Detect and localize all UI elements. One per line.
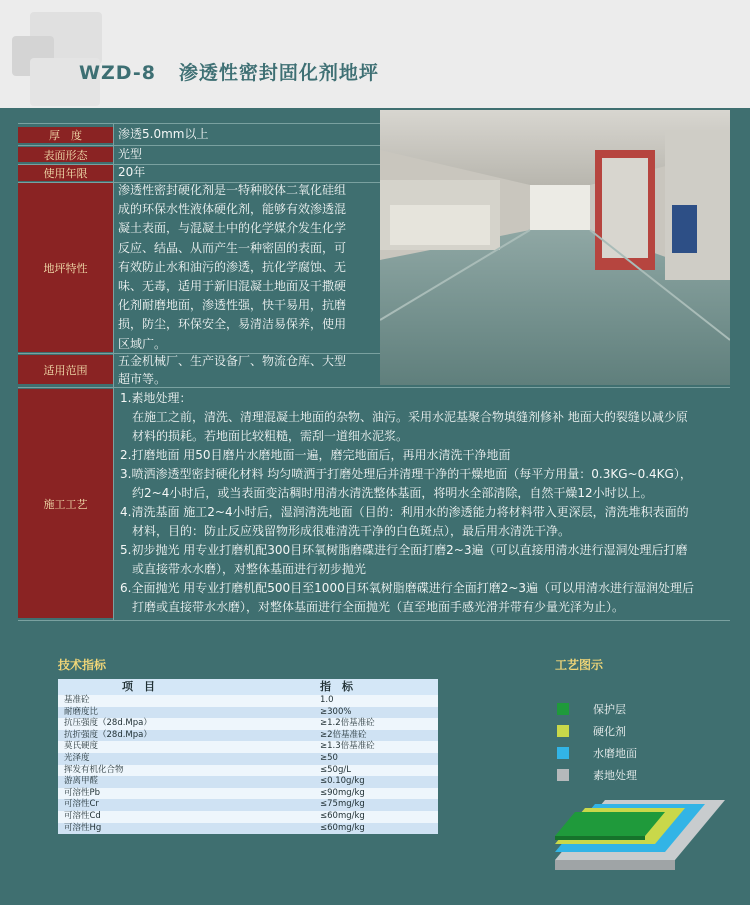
process-line: 打磨或直接带水水磨），对整体基面进行全面抛光（直至地面手感光滑并带有少量光泽为止）。 [120,600,625,614]
table-row [58,730,438,742]
value-scope [118,352,378,388]
process-line: 1.素地处理： [120,391,192,405]
row-item: 可溶性Hg [64,822,102,833]
process-line: 在施工之前，清洗、清理混凝土地面的杂物、油污。采用水泥基聚合物填缝剂修补 地面大的裂缝以减少原 [120,410,688,424]
table-row [58,765,438,777]
process-line: 材料，目的：防止反应残留物形成很难清洗干净的白色斑点），最后用水清洗干净。 [120,524,571,538]
features-line: 凝土表面，与混凝土中的化学媒介发生化学 [118,221,347,236]
features-line: 有效防止水和油污的渗透，抗化学腐蚀、无 [118,259,347,274]
row-item: 抗压强度（28d.Mpa） [64,718,152,729]
value-features [118,181,378,354]
table-row [58,695,438,707]
header-value: 指 标 [320,680,353,693]
features-line: 区域广。 [118,336,167,351]
row-value: ≥1.3倍基准砼 [320,741,375,752]
process-line: 6.全面抛光 用专业打磨机配500目至1000目环氧树脂磨碟进行全面打磨2~3遍（可以用清水进行湿润处理后 [120,581,695,595]
row-value: ≤60mg/kg [320,810,365,821]
row-item: 可溶性Pb [64,787,101,798]
row-value: ≤75mg/kg [320,799,365,810]
features-line: 化剂耐磨地面，渗透性强，快干易用，抗磨 [118,298,347,313]
table-row [58,741,438,753]
table-row [58,788,438,800]
tech-table [58,679,438,834]
scope-line: 超市等。 [118,372,167,386]
process-line: 2.打磨地面 用50目磨片水磨地面一遍，磨完地面后，再用水清洗干净地面 [120,448,511,462]
row-item: 抗折强度（28d.Mpa） [64,729,152,740]
features-line: 损，防尘，环保安全，易清洁易保养，使用 [118,317,347,332]
divider [113,123,114,620]
row-item: 莫氏硬度 [64,741,99,752]
process-line: 约2~4小时后，或当表面变沽稠时用清水清洗整体基面，将明水全部清除，自然干燥12小时以上。 [120,486,653,500]
process-line: 5.初步抛光 用专业打磨机配300目环氧树脂磨碟进行全面打磨2~3遍（可以直接用清水进行湿洞处理后打磨 [120,543,688,557]
swatch-ground [557,747,569,759]
row-item: 耐磨度比 [64,706,99,717]
process-line: 材料的损耗。若地面比较粗糙，需刮一道细水泥浆。 [120,429,409,443]
table-rows [58,695,438,834]
label-scope: 适用范围 [18,355,113,385]
layer-diagram [555,790,735,870]
process-text [120,389,735,617]
row-value: 1.0 [320,695,334,705]
label-life: 使用年限 [18,165,113,182]
header-band [0,0,750,108]
tech-title: 技术指标 [58,658,107,672]
value-life: 20年 [118,165,146,179]
row-item: 基准砼 [64,695,90,705]
table-row [58,707,438,719]
legend-ground: 水磨地面 [593,747,637,760]
row-value: ≤50g/L [320,764,351,775]
row-value: ≤90mg/kg [320,787,365,798]
divider [18,387,730,388]
row-item: 可溶性Cr [64,799,99,810]
page-title [79,58,379,85]
divider [18,620,730,621]
label-thickness: 厚 度 [18,127,113,144]
table-row [58,799,438,811]
scope-line: 五金机械厂、生产设备厂、物流仓库、大型 [118,354,347,368]
table-header [58,679,438,695]
header-item: 项 目 [122,680,155,693]
row-value: ≥300% [320,706,352,717]
features-line: 渗透性密封硬化剂是一特种胶体二氧化硅组 [118,183,347,197]
product-title: 渗透性密封固化剂地坪 [178,62,379,84]
row-value: ≤0.10g/kg [320,776,365,787]
table-row [58,811,438,823]
value-surface: 光型 [118,147,143,161]
swatch-protective [557,703,569,715]
table-row [58,718,438,730]
legend-hardener: 硬化剂 [593,725,626,738]
label-features: 地坪特性 [18,183,113,353]
legend-protective: 保护层 [593,703,626,716]
label-surface: 表面形态 [18,147,113,163]
row-value: ≤60mg/kg [320,822,365,833]
features-line: 反应、结晶、从而产生一种密固的表面，可 [118,240,347,255]
row-value: ≥1.2倍基准砼 [320,718,375,729]
floor-photo [380,110,730,385]
row-value: ≥50 [320,752,338,763]
row-item: 光泽度 [64,752,90,763]
process-line: 或直接带水水磨），对整体基面进行初步抛光 [120,562,367,576]
features-line: 成的环保水性液体硬化剂，能够有效渗透混 [118,202,347,217]
row-item: 可溶性Cd [64,810,101,821]
label-process: 施工工艺 [18,389,113,619]
table-row [58,753,438,765]
table-row [58,823,438,835]
swatch-base [557,769,569,781]
table-row [58,776,438,788]
process-line: 3.喷洒渗透型密封硬化材料 均匀喷洒于打磨处理后并清理干净的干燥地面（每平方用量：0.3KG~0.4KG）， [120,467,692,481]
swatch-hardener [557,725,569,737]
value-thickness: 渗透5.0mm以上 [118,127,209,141]
row-item: 挥发有机化合物 [64,764,124,775]
row-value: ≥2倍基准砼 [320,729,367,740]
legend-base: 素地处理 [593,769,637,782]
features-line: 味、无毒，适用于新旧混凝土地面及干撒硬 [118,279,347,294]
process-line: 4.清洗基面 施工2~4小时后，湿润清洗地面（目的：利用水的渗透能力将材料带入更深层，清洗堆积表面的 [120,505,689,519]
product-code: WZD-8 [79,62,156,84]
row-item: 游离甲醛 [64,776,99,787]
diagram-title: 工艺图示 [555,658,604,672]
